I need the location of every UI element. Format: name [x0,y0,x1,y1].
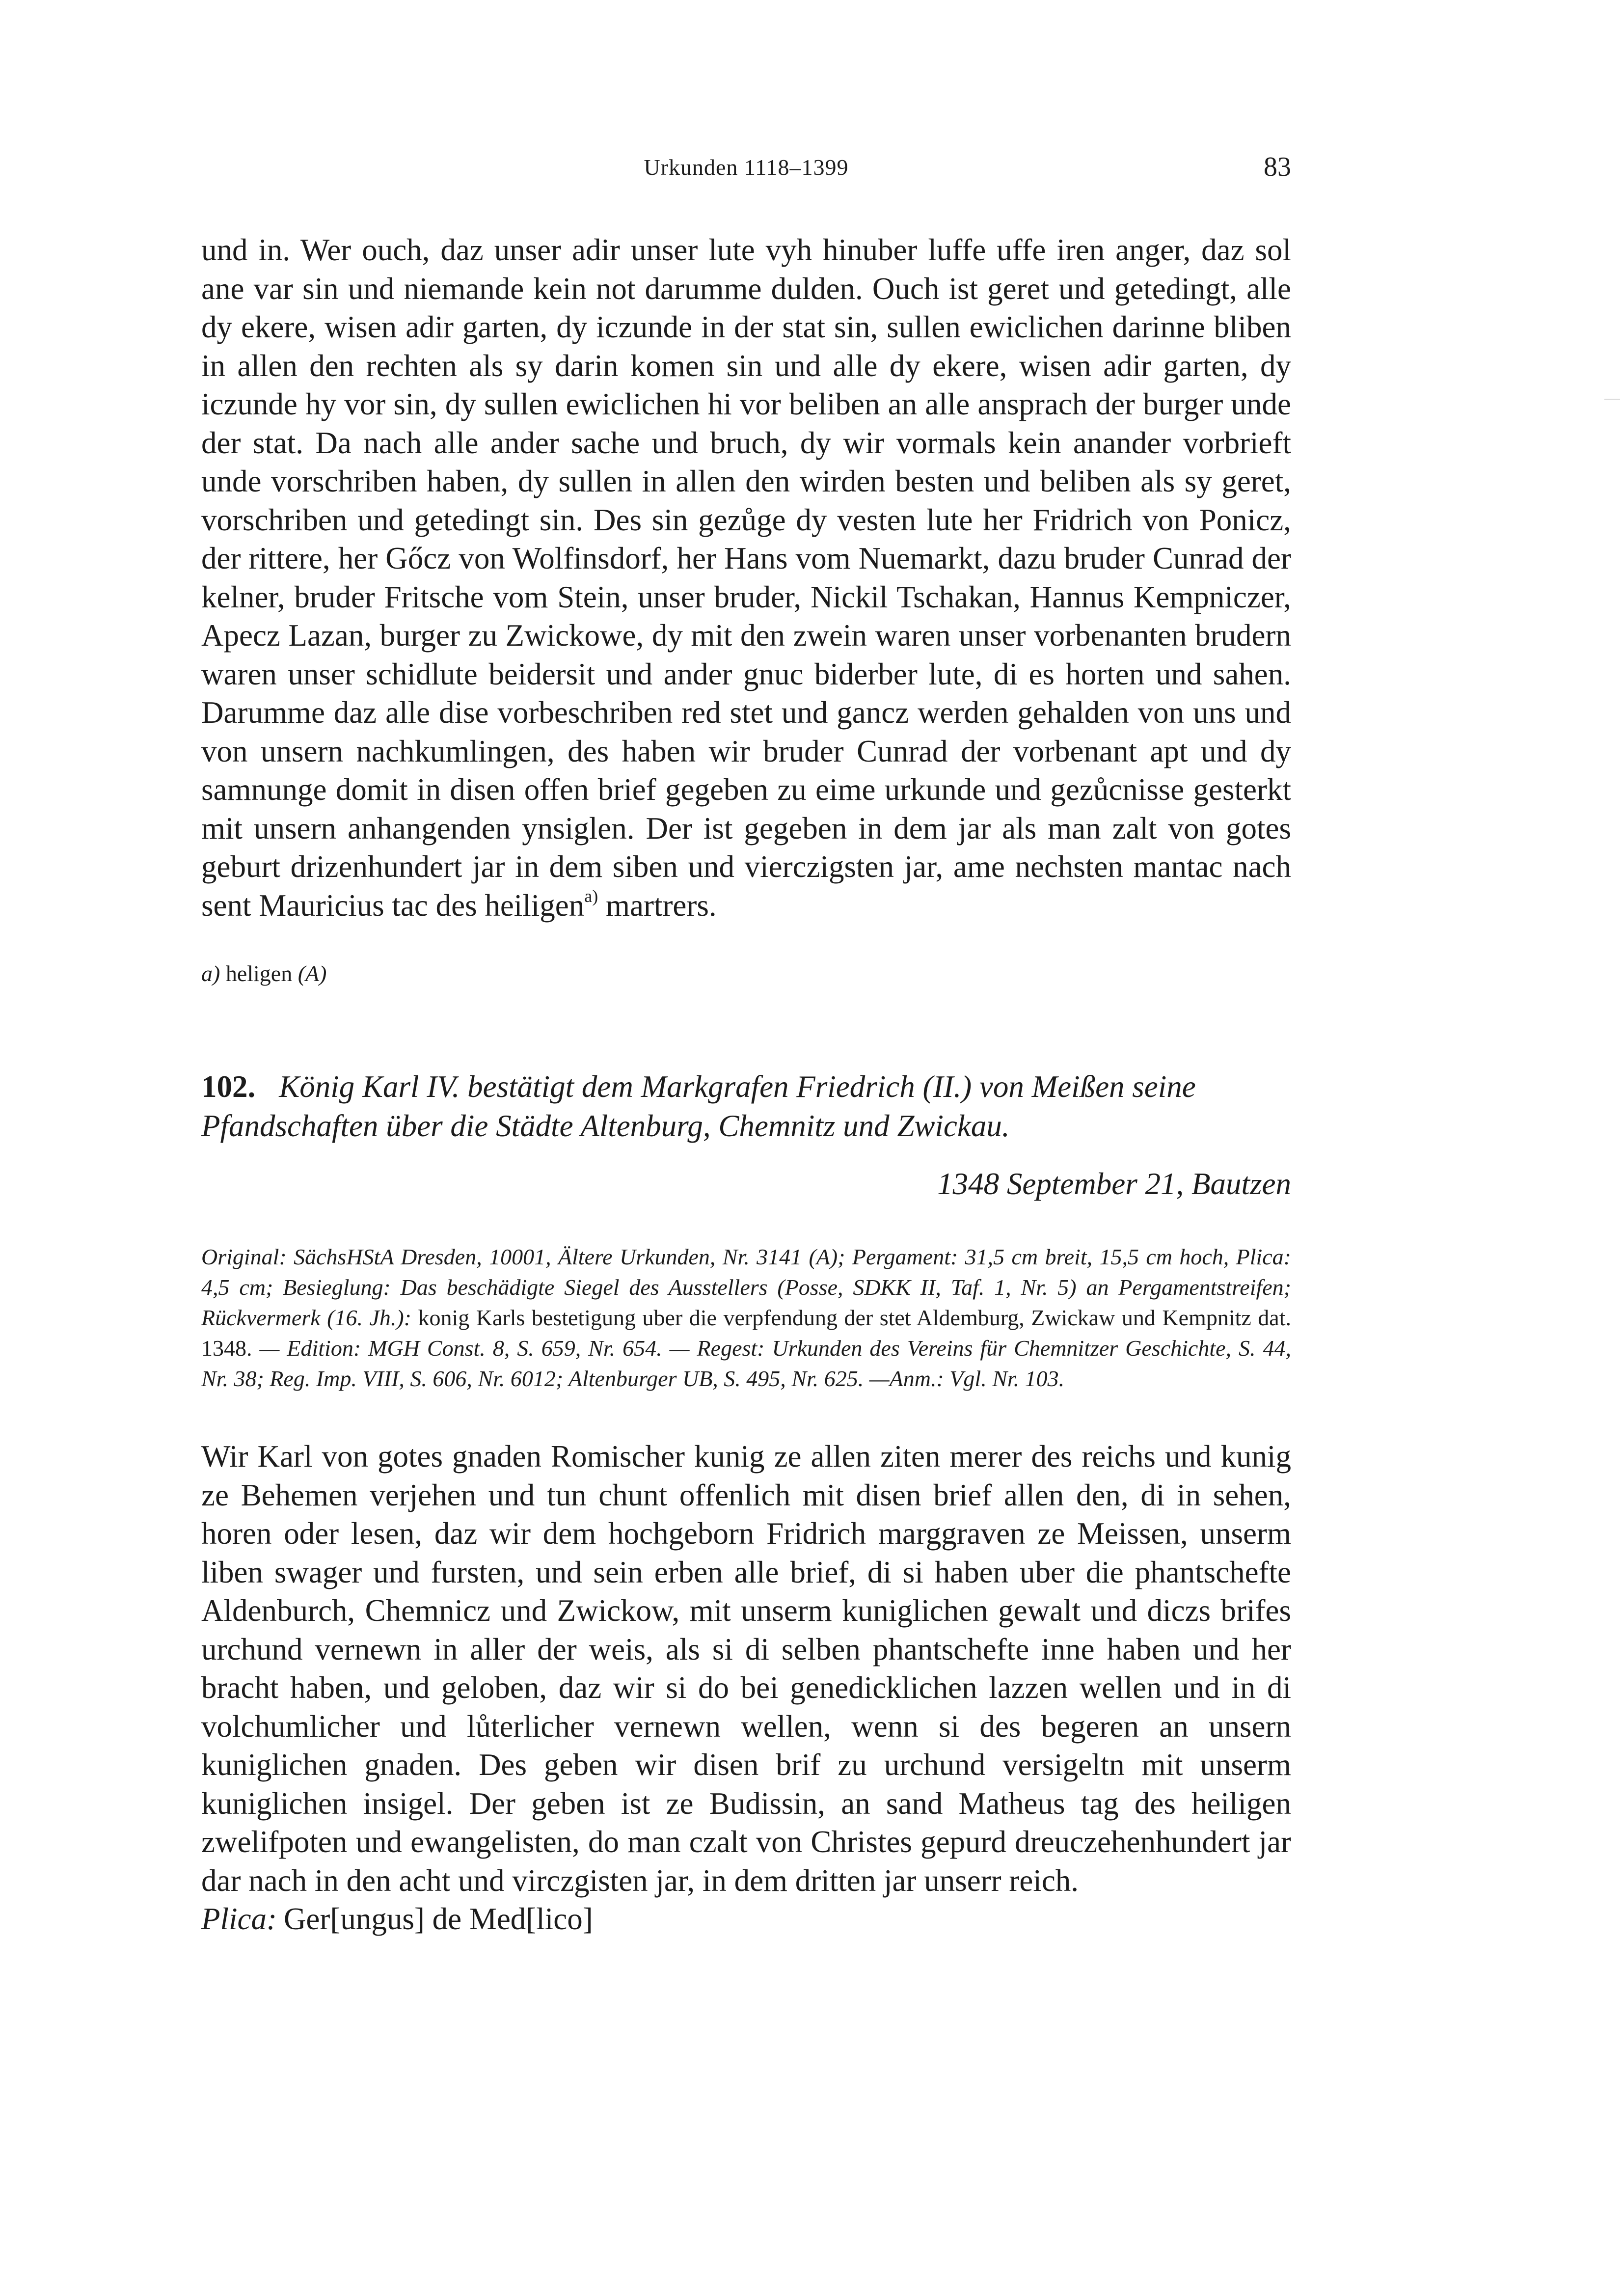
previous-document-text [201,231,1291,925]
footnote [201,959,1291,988]
running-title: Urkunden 1118–1399 [644,155,849,180]
page-number: 83 [1264,152,1291,182]
previous-document-text-end: martrers. [598,888,717,923]
plica-label: Plica: [201,1902,277,1936]
apparatus-dorsal-note: konig Karls bestetigung uber die verpfendung der stet Aldemburg, Zwickaw und Kempnitz dat. 1348. [201,1305,1291,1361]
document-date-place: 1348 September 21, Bautzen [937,1167,1291,1201]
document-heading [201,1067,1291,1146]
page-content [201,231,1291,1939]
document-number: 102. [201,1069,256,1104]
footnote-mark: a) [201,961,220,986]
footnote-reference: a) [584,886,598,906]
apparatus-description: Original: SächsHStA Dresden, 10001, Ältere Urkunden, Nr. 3141 (A); Pergament: 31,5 cm breit, 15,5 cm hoch, Plica: 4,5 cm; Besieglung: Das beschädigte Siegel des Ausstellers (Posse, SDKK II, Taf. 1, Nr. 5) an Pergamentstreifen; Rückvermerk (16. Jh.): [201,1244,1291,1330]
document-text: Wir Karl von gotes gnaden Romischer kunig ze allen ziten merer des reichs und kunig ze Behemen verjehen und tun chunt offenlich mit disen brief allen den, di in sehen, horen oder lesen, daz wir dem hochgeborn Fridrich marggraven ze Meissen, unserm liben swager und fursten, und sein erben alle brief, di si haben uber die phantschefte Aldenburch, Chemnicz und Zwickow, mit unserm kuniglichen gewalt und diczs brifes urchund vernewn in aller der weis, als si di selben phantschefte inne haben und her bracht haben, und geloben, daz wir si do bei genedicklichen lazzen wellen und in di volchumlicher und lůterlicher vernewn wellen, wenn si des begeren an unsern kuniglichen gnaden. Des geben wir disen brif zu urchund versigeltn mit unserm kuniglichen insigel. Der geben ist ze Budissin, an sand Matheus tag des heiligen zwelifpoten und ewangelisten, do man czalt von Christes gepurd dreuczehenhundert jar dar nach in den acht und virczgisten jar, in dem dritten jar unserr reich. [201,1439,1291,1898]
critical-apparatus [201,1242,1291,1394]
apparatus-references: — Edition: MGH Const. 8, S. 659, Nr. 654. — Regest: Urkunden des Vereins für Chemnitzer Geschichte, S. 44, Nr. 38; Reg. Imp. VIII, S. 606, Nr. 6012; Altenburger UB, S. 495, Nr. 625. —Anm.: Vgl. Nr. 103. [201,1336,1292,1391]
plica-text: Ger[ungus] de Med[lico] [283,1902,593,1936]
running-head [201,147,1291,191]
plica-line [201,1900,1291,1939]
document-title: König Karl IV. bestätigt dem Markgrafen Friedrich (II.) von Meißen seine Pfandschaften über die Städte Altenburg, Chemnitz und Zwickau. [201,1069,1196,1143]
footnote-source: (A) [298,961,327,986]
previous-document-text-main: und in. Wer ouch, daz unser adir unser lute vyh hinuber luffe uffe iren anger, daz sol ane var sin und niemande kein not darumme dulden. Ouch ist geret und getedingt, alle dy ekere, wisen adir garten, dy iczunde in der stat sin, sullen ewiclichen darinne bliben in allen den rechten als sy darin komen sin und alle dy ekere, wisen adir garten, dy iczunde hy vor sin, dy sullen ewiclichen hi vor beliben an alle ansprach der burger unde der stat. Da nach alle ander sache und bruch, dy wir vormals kein anander vorbrieft unde vorschriben haben, dy sullen in allen den wirden besten und beliben als sy geret, vorschriben und getedingt sin. Des sin gezůge dy vesten lute her Fridrich von Ponicz, der rittere, her Gőcz von Wolfinsdorf, her Hans vom Nuemarkt, dazu bruder Cunrad der kelner, bruder Fritsche vom Stein, unser bruder, Nickil Tschakan, Hannus Kempniczer, Apecz Lazan, burger zu Zwickowe, dy mit den zwein waren unser vorbenanten brudern waren unser schidlute beidersit und ander gnuc biderber lute, di es horten und sahen. Darumme daz alle dise vorbeschriben red stet und gancz werden gehalden von uns und von unsern nachkumlingen, des haben wir bruder Cunrad der vorbenant apt und dy samnunge domit in disen offen brief gegeben zu eime urkunde und gezůcnisse gesterkt mit unsern anhangenden ynsiglen. Der ist gegeben in dem jar als man zalt von gotes geburt drizenhundert jar in dem siben und vierczigsten jar, ame nechsten mantac nach sent Mauricius tac des heiligen [201,233,1291,923]
footnote-text: heligen [220,961,298,986]
margin-mark [1604,399,1620,400]
